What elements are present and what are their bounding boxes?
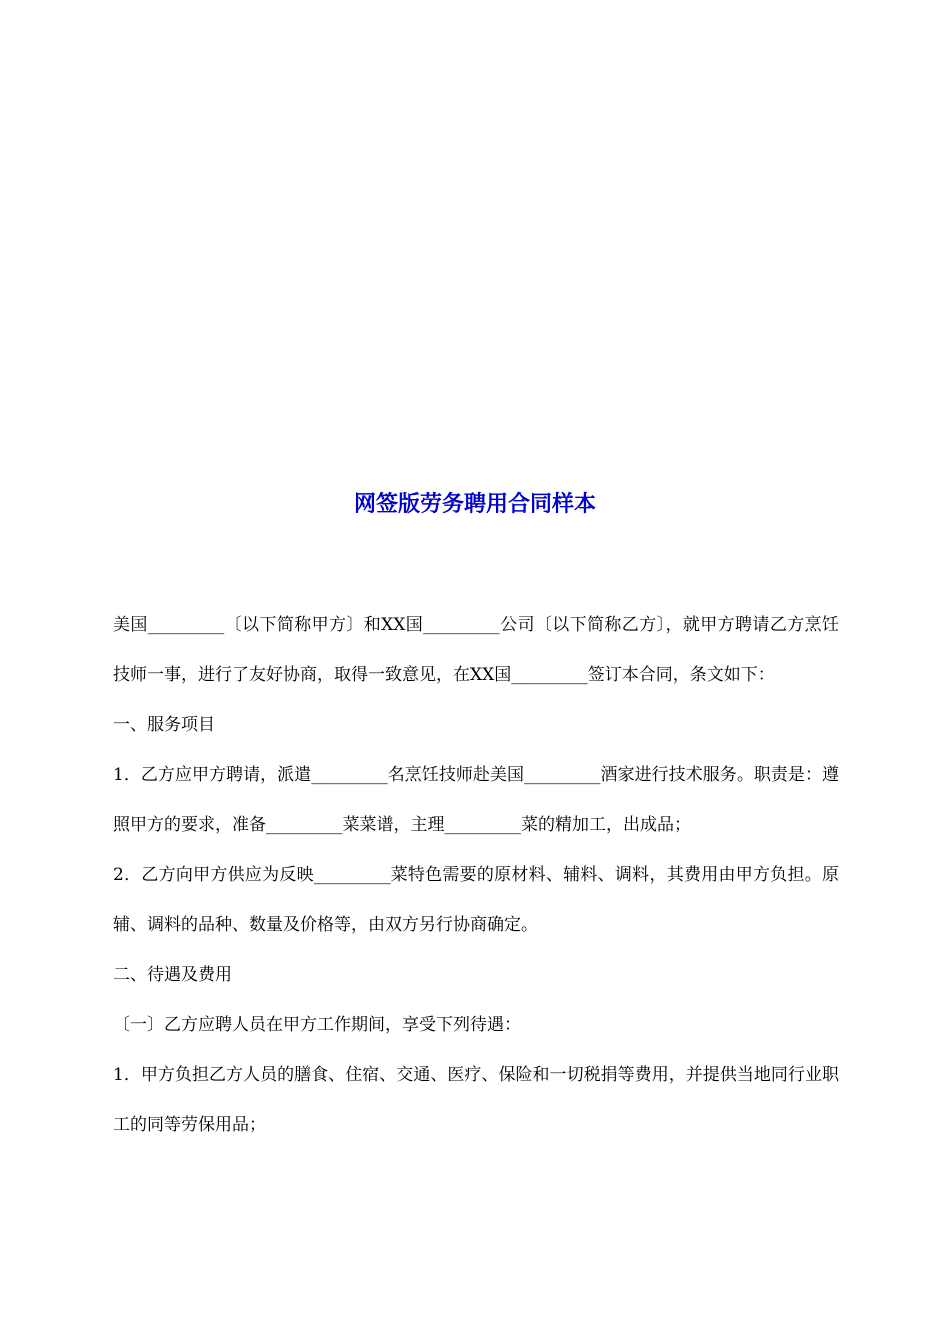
section-heading-treatment: 二、待遇及费用 bbox=[113, 965, 232, 985]
paragraph-service-item-1: 1．乙方应甲方聘请，派遣_________名烹饪技师赴美国_________酒家进行技术服务。职责是：遵照甲方的要求，准备_________菜菜谱，主理_________菜的精加工，出成品； bbox=[113, 765, 839, 835]
document-title: 网签版劳务聘用合同样本 bbox=[353, 491, 596, 517]
section-heading-services: 一、服务项目 bbox=[113, 715, 215, 735]
paragraph-intro: 美国_________〔以下简称甲方〕和XX国_________公司〔以下简称乙方〕，就甲方聘请乙方烹饪技师一事，进行了友好协商，取得一致意见，在XX国_________签订本合同，条文如下： bbox=[113, 615, 839, 685]
paragraph-treatment-sub-1: 〔一〕乙方应聘人员在甲方工作期间，享受下列待遇： bbox=[113, 1015, 521, 1035]
paragraph-service-item-2: 2．乙方向甲方供应为反映_________菜特色需要的原材料、辅料、调料，其费用由甲方负担。原辅、调料的品种、数量及价格等，由双方另行协商确定。 bbox=[113, 865, 839, 935]
paragraph-treatment-item-1: 1．甲方负担乙方人员的膳食、住宿、交通、医疗、保险和一切税捐等费用，并提供当地同行业职工的同等劳保用品； bbox=[113, 1065, 839, 1135]
document-body bbox=[113, 600, 839, 1150]
